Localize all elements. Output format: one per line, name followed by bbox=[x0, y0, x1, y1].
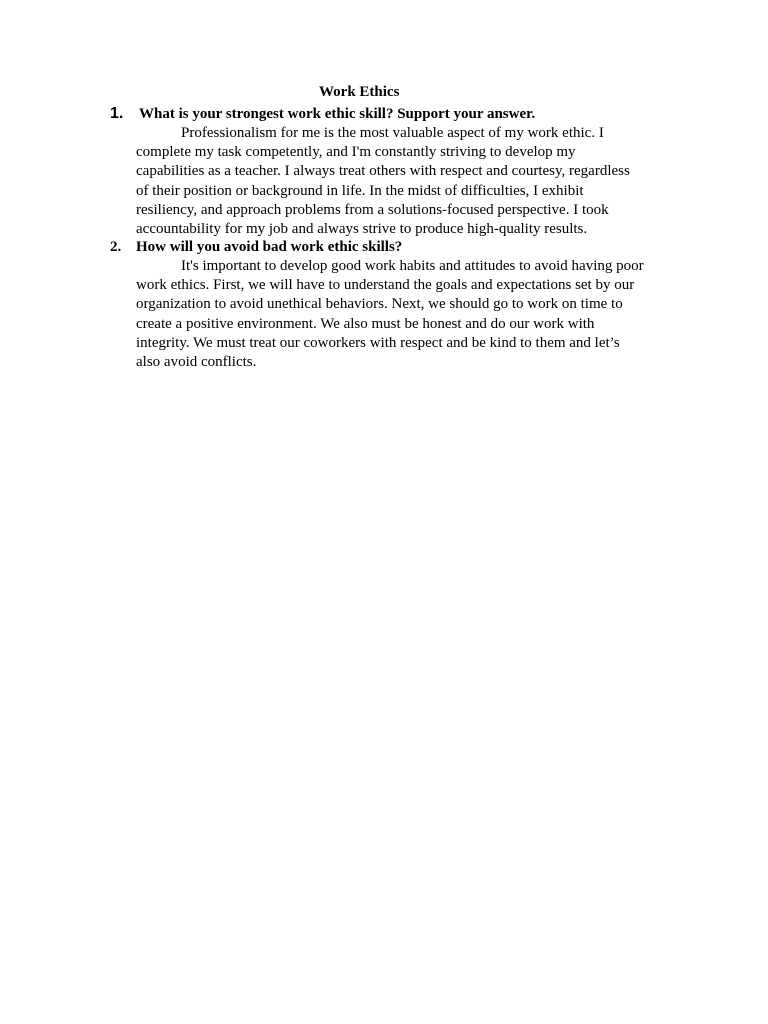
answer-1-line: of their position or background in life. In the midst of difficulties, I exhibit bbox=[136, 182, 584, 199]
answer-1-line: accountability for my job and always strive to produce high-quality results. bbox=[136, 221, 588, 238]
question-2-heading bbox=[110, 238, 730, 257]
answer-1-line: Professionalism for me is the most valuable aspect of my work ethic. I bbox=[181, 125, 604, 141]
answer-1-line: complete my task competently, and I'm constantly striving to develop my bbox=[136, 144, 576, 161]
question-1-heading bbox=[110, 104, 730, 124]
answer-2-line: integrity. We must treat our coworkers with respect and be kind to them and let’s bbox=[136, 334, 620, 351]
answer-1 bbox=[136, 124, 726, 239]
question-2-number: 2. bbox=[110, 239, 122, 255]
answer-2 bbox=[136, 257, 726, 372]
answer-2-line: also avoid conflicts. bbox=[136, 354, 257, 371]
answer-1-line: resiliency, and approach problems from a solutions-focused perspective. I took bbox=[136, 201, 609, 218]
answer-1-line: capabilities as a teacher. I always treat others with respect and courtesy, regardless bbox=[136, 163, 630, 180]
answer-2-line: create a positive environment. We also must be honest and do our work with bbox=[136, 315, 595, 332]
answer-2-line: organization to avoid unethical behaviors. Next, we should go to work on time to bbox=[136, 296, 623, 313]
question-2 bbox=[110, 238, 730, 372]
question-1 bbox=[110, 104, 730, 239]
answer-2-line: work ethics. First, we will have to understand the goals and expectations set by our bbox=[136, 277, 635, 294]
question-2-text: How will you avoid bad work ethic skills? bbox=[136, 239, 403, 255]
answer-2-line: It's important to develop good work habits and attitudes to avoid having poor bbox=[181, 258, 644, 274]
question-1-text: What is your strongest work ethic skill? Support your answer. bbox=[139, 106, 536, 122]
question-1-number: 1. bbox=[110, 105, 124, 122]
document-title: Work Ethics bbox=[319, 84, 400, 100]
